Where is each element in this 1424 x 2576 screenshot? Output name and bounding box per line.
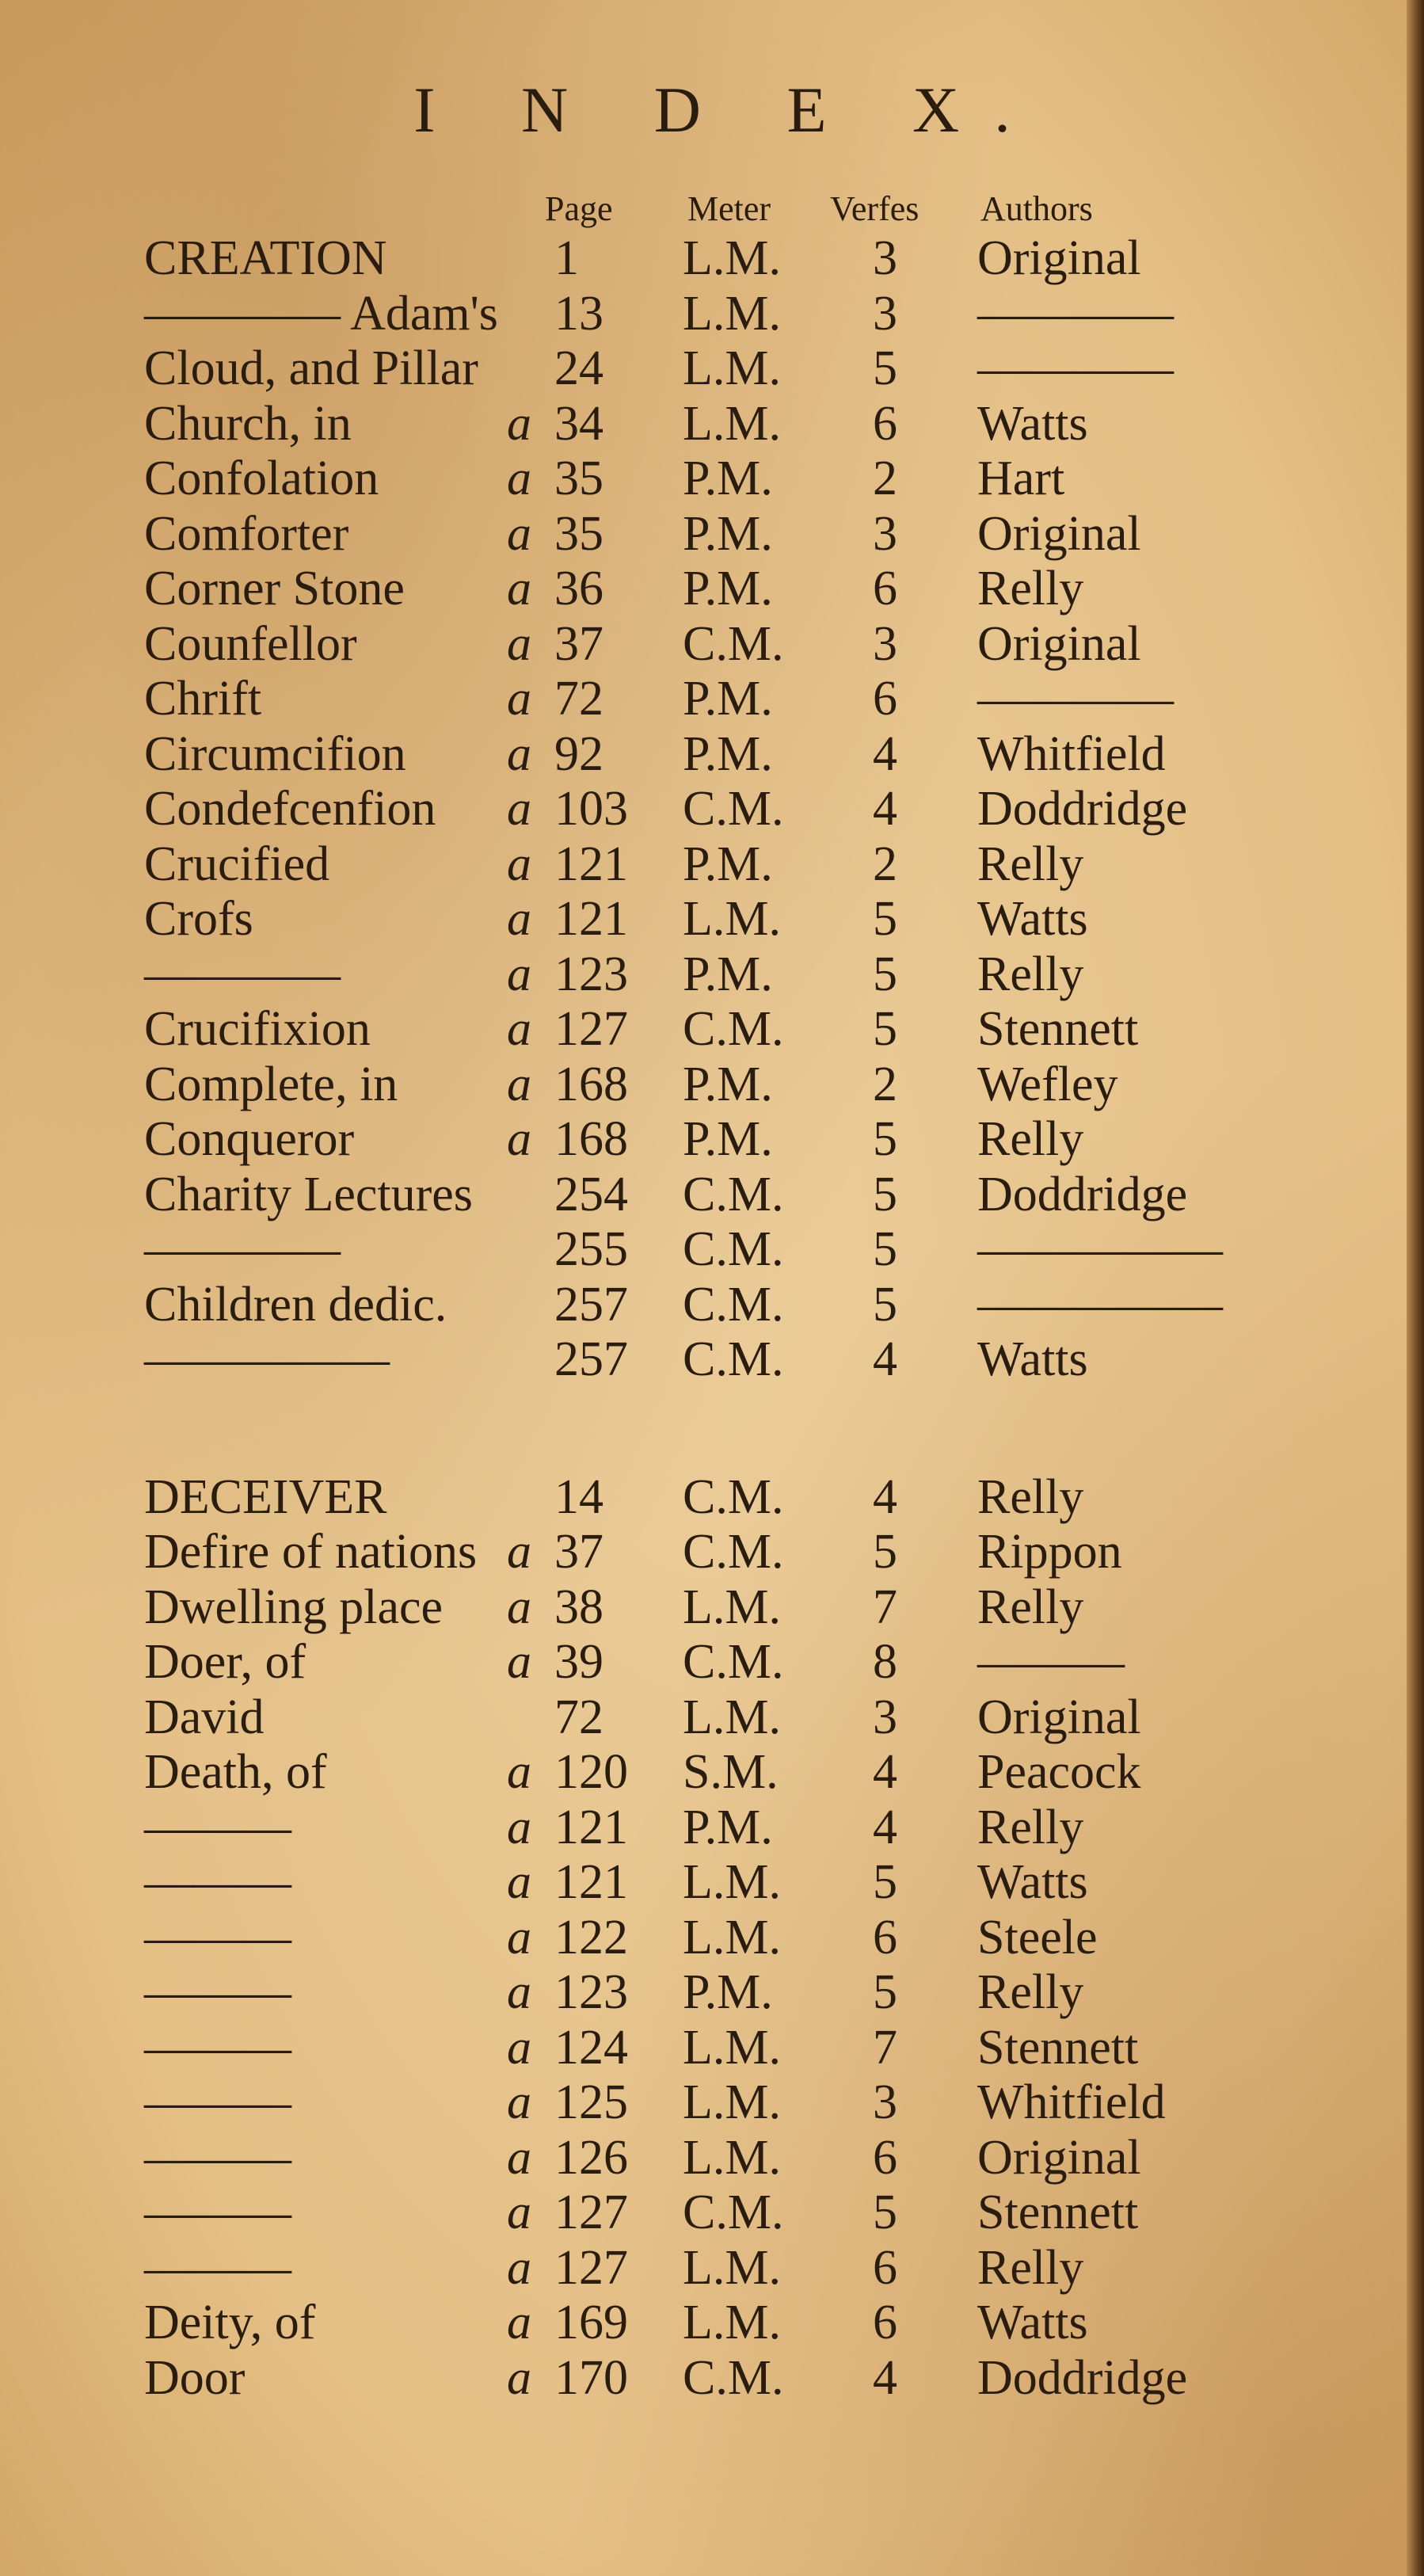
index-a-marker: a bbox=[507, 2075, 531, 2129]
index-verses: 3 bbox=[873, 1690, 897, 1744]
index-verses: 2 bbox=[873, 1057, 897, 1111]
index-meter: C.M. bbox=[683, 1332, 784, 1386]
index-subject: ——— bbox=[144, 1965, 291, 2019]
index-page: 37 bbox=[554, 1525, 603, 1579]
index-page: 13 bbox=[554, 286, 603, 341]
index-row bbox=[0, 2131, 1424, 2186]
index-meter: L.M. bbox=[683, 1855, 781, 1909]
index-subject: ——— bbox=[144, 2075, 291, 2129]
index-a-marker: a bbox=[507, 1910, 531, 1964]
index-author: Stennett bbox=[977, 2020, 1139, 2075]
index-page: 123 bbox=[554, 1965, 628, 2019]
index-verses: 5 bbox=[873, 947, 897, 1001]
index-verses: 3 bbox=[873, 616, 897, 671]
index-author: Relly bbox=[977, 1469, 1084, 1524]
index-author: Original bbox=[977, 506, 1141, 561]
index-verses: 6 bbox=[873, 396, 897, 451]
index-page: 257 bbox=[554, 1277, 628, 1332]
index-page: 122 bbox=[554, 1910, 628, 1964]
index-row bbox=[0, 617, 1424, 673]
index-page: 123 bbox=[554, 947, 628, 1001]
index-page: 35 bbox=[554, 452, 603, 505]
index-row bbox=[0, 452, 1424, 507]
index-author: ——— bbox=[977, 1635, 1125, 1689]
index-subject: Door bbox=[144, 2350, 246, 2405]
index-subject: ——— bbox=[144, 1855, 291, 1909]
index-meter: C.M. bbox=[683, 616, 784, 671]
index-subject: Dwelling place bbox=[144, 1580, 444, 1634]
index-row bbox=[0, 782, 1424, 837]
index-page: 168 bbox=[554, 1057, 628, 1111]
index-page: 127 bbox=[554, 1002, 628, 1056]
index-verses: 4 bbox=[873, 782, 897, 836]
index-author: Relly bbox=[977, 562, 1084, 615]
index-a-marker: a bbox=[507, 562, 531, 615]
index-subject: ——— bbox=[144, 1800, 291, 1854]
index-subject: Children dedic. bbox=[144, 1277, 447, 1332]
index-subject: Doer, of bbox=[144, 1635, 307, 1689]
index-meter: L.M. bbox=[683, 2020, 781, 2075]
index-verses: 4 bbox=[873, 1332, 897, 1386]
index-a-marker: a bbox=[507, 1635, 531, 1689]
index-subject: Death, of bbox=[144, 1745, 327, 1799]
index-page: 124 bbox=[554, 2020, 628, 2075]
index-verses: 5 bbox=[873, 341, 897, 395]
index-meter: P.M. bbox=[683, 947, 773, 1001]
index-subject: ——— bbox=[144, 2020, 291, 2075]
index-verses: 5 bbox=[873, 892, 897, 946]
index-page: 92 bbox=[554, 726, 603, 781]
index-author: Stennett bbox=[977, 2185, 1139, 2239]
index-meter: L.M. bbox=[683, 231, 781, 285]
index-meter: P.M. bbox=[683, 1057, 773, 1111]
index-verses: 6 bbox=[873, 2296, 897, 2349]
index-page: 38 bbox=[554, 1580, 603, 1634]
index-verses: 6 bbox=[873, 2240, 897, 2295]
index-author: Relly bbox=[977, 1800, 1084, 1854]
header-verses: Verfes bbox=[830, 189, 920, 228]
index-a-marker: a bbox=[507, 2350, 531, 2405]
index-a-marker: a bbox=[507, 1745, 531, 1799]
index-a-marker: a bbox=[507, 726, 531, 781]
index-row bbox=[0, 2021, 1424, 2076]
index-subject: ——— bbox=[144, 1910, 291, 1964]
index-author: Whitfield bbox=[977, 2075, 1166, 2129]
index-subject: Conqueror bbox=[144, 1112, 355, 1166]
index-subject: DECEIVER bbox=[144, 1469, 387, 1524]
index-a-marker: a bbox=[507, 1965, 531, 2019]
index-a-marker: a bbox=[507, 672, 531, 726]
index-a-marker: a bbox=[507, 2130, 531, 2185]
index-author: Watts bbox=[977, 1855, 1088, 1909]
index-page: 103 bbox=[554, 782, 628, 836]
index-meter: L.M. bbox=[683, 1690, 781, 1744]
index-row bbox=[0, 837, 1424, 893]
header-authors: Authors bbox=[980, 189, 1093, 228]
index-row bbox=[0, 672, 1424, 727]
index-meter: L.M. bbox=[683, 2296, 781, 2349]
page-title: I N D E X. bbox=[413, 74, 1045, 146]
index-page: 169 bbox=[554, 2296, 628, 2349]
index-verses: 8 bbox=[873, 1635, 897, 1689]
index-page: 72 bbox=[554, 672, 603, 726]
index-table bbox=[0, 231, 1424, 2406]
index-page: 127 bbox=[554, 2240, 628, 2295]
index-author: Stennett bbox=[977, 1002, 1139, 1056]
index-meter: S.M. bbox=[683, 1745, 779, 1799]
index-meter: P.M. bbox=[683, 726, 773, 781]
index-page: 127 bbox=[554, 2185, 628, 2239]
index-subject: Church, in bbox=[144, 396, 352, 451]
index-row bbox=[0, 1635, 1424, 1690]
index-author: Doddridge bbox=[977, 782, 1188, 836]
index-page: 37 bbox=[554, 616, 603, 671]
index-meter: C.M. bbox=[683, 1002, 784, 1056]
index-page: 39 bbox=[554, 1635, 603, 1689]
index-verses: 5 bbox=[873, 1965, 897, 2019]
index-a-marker: a bbox=[507, 1580, 531, 1634]
index-verses: 4 bbox=[873, 2350, 897, 2405]
index-author: Original bbox=[977, 231, 1141, 285]
index-page: 125 bbox=[554, 2075, 628, 2129]
index-verses: 5 bbox=[873, 1855, 897, 1909]
index-meter: L.M. bbox=[683, 396, 781, 451]
index-verses: 5 bbox=[873, 1277, 897, 1332]
index-meter: C.M. bbox=[683, 1525, 784, 1579]
index-author: Watts bbox=[977, 2296, 1088, 2349]
index-author: Wefley bbox=[977, 1057, 1118, 1111]
index-meter: P.M. bbox=[683, 1965, 773, 2019]
index-verses: 3 bbox=[873, 286, 897, 341]
index-author: Relly bbox=[977, 1580, 1084, 1634]
index-author: Relly bbox=[977, 1112, 1084, 1166]
index-author: Relly bbox=[977, 2240, 1084, 2295]
index-row bbox=[0, 1745, 1424, 1801]
index-meter: L.M. bbox=[683, 2130, 781, 2185]
index-a-marker: a bbox=[507, 2240, 531, 2295]
index-subject: ——— bbox=[144, 2130, 291, 2185]
index-verses: 2 bbox=[873, 452, 897, 505]
index-row bbox=[0, 1690, 1424, 1746]
index-subject: CREATION bbox=[144, 231, 387, 285]
index-subject: Circumcifion bbox=[144, 726, 406, 781]
header-page: Page bbox=[545, 189, 613, 228]
index-verses: 3 bbox=[873, 231, 897, 285]
index-author: Doddridge bbox=[977, 1167, 1188, 1221]
index-verses: 7 bbox=[873, 2020, 897, 2075]
index-row bbox=[0, 562, 1424, 617]
index-row bbox=[0, 727, 1424, 783]
index-verses: 5 bbox=[873, 1222, 897, 1276]
index-subject: Complete, in bbox=[144, 1057, 398, 1111]
index-meter: C.M. bbox=[683, 2185, 784, 2239]
index-row bbox=[0, 1525, 1424, 1580]
index-subject: ———— Adam's bbox=[144, 286, 498, 341]
index-meter: C.M. bbox=[683, 1277, 784, 1332]
index-verses: 6 bbox=[873, 2130, 897, 2185]
index-subject: Cloud, and Pillar bbox=[144, 341, 478, 395]
index-row bbox=[0, 2075, 1424, 2131]
index-subject: Crofs bbox=[144, 892, 253, 946]
index-meter: C.M. bbox=[683, 2350, 784, 2405]
index-meter: P.M. bbox=[683, 672, 773, 726]
index-author: Original bbox=[977, 616, 1141, 671]
index-author: Whitfield bbox=[977, 726, 1166, 781]
index-verses: 3 bbox=[873, 2075, 897, 2129]
index-a-marker: a bbox=[507, 396, 531, 451]
index-row bbox=[0, 1911, 1424, 1966]
index-page: 170 bbox=[554, 2350, 628, 2405]
index-page: 72 bbox=[554, 1690, 603, 1744]
index-author: Relly bbox=[977, 947, 1084, 1001]
index-author: Watts bbox=[977, 396, 1088, 451]
index-author: Hart bbox=[977, 452, 1065, 505]
index-row bbox=[0, 2351, 1424, 2406]
index-author: Relly bbox=[977, 1965, 1084, 2019]
index-meter: L.M. bbox=[683, 1910, 781, 1964]
index-author: ———— bbox=[977, 341, 1174, 395]
index-row bbox=[0, 1168, 1424, 1223]
index-page: 121 bbox=[554, 1800, 628, 1854]
index-row bbox=[0, 1112, 1424, 1168]
index-a-marker: a bbox=[507, 2020, 531, 2075]
index-page: 120 bbox=[554, 1745, 628, 1799]
index-page: 34 bbox=[554, 396, 603, 451]
index-author: ————— bbox=[977, 1277, 1223, 1332]
index-meter: C.M. bbox=[683, 1222, 784, 1276]
index-verses: 4 bbox=[873, 726, 897, 781]
index-author: Peacock bbox=[977, 1745, 1141, 1799]
index-subject: Comforter bbox=[144, 506, 349, 561]
index-author: Watts bbox=[977, 892, 1088, 946]
index-verses: 5 bbox=[873, 1002, 897, 1056]
index-row bbox=[0, 1965, 1424, 2021]
index-meter: C.M. bbox=[683, 1635, 784, 1689]
index-author: Original bbox=[977, 2130, 1141, 2185]
index-author: Rippon bbox=[977, 1525, 1122, 1579]
index-meter: L.M. bbox=[683, 286, 781, 341]
index-subject: Corner Stone bbox=[144, 562, 405, 615]
index-meter: P.M. bbox=[683, 1112, 773, 1166]
index-author: ———— bbox=[977, 286, 1174, 341]
index-subject: Charity Lectures bbox=[144, 1167, 473, 1221]
index-verses: 2 bbox=[873, 836, 897, 891]
index-row bbox=[0, 231, 1424, 287]
index-row bbox=[0, 892, 1424, 947]
index-subject: ———— bbox=[144, 1222, 341, 1276]
index-row bbox=[0, 947, 1424, 1003]
index-page: 121 bbox=[554, 1855, 628, 1909]
index-meter: L.M. bbox=[683, 2240, 781, 2295]
index-row bbox=[0, 1278, 1424, 1333]
index-a-marker: a bbox=[507, 1855, 531, 1909]
index-page: 255 bbox=[554, 1222, 628, 1276]
index-subject: Deity, of bbox=[144, 2296, 316, 2349]
index-row bbox=[0, 1332, 1424, 1388]
index-row bbox=[0, 2296, 1424, 2351]
index-a-marker: a bbox=[507, 1525, 531, 1579]
index-subject: Counfellor bbox=[144, 616, 357, 671]
index-author: ————— bbox=[977, 1222, 1223, 1276]
index-subject: Chrift bbox=[144, 672, 262, 726]
index-verses: 5 bbox=[873, 1167, 897, 1221]
index-page: 35 bbox=[554, 506, 603, 561]
index-a-marker: a bbox=[507, 892, 531, 946]
index-row bbox=[0, 2241, 1424, 2296]
index-verses: 4 bbox=[873, 1745, 897, 1799]
index-subject: ————— bbox=[144, 1332, 390, 1386]
index-page: 24 bbox=[554, 341, 603, 395]
index-verses: 6 bbox=[873, 672, 897, 726]
index-meter: C.M. bbox=[683, 1167, 784, 1221]
header-meter: Meter bbox=[687, 189, 771, 228]
index-meter: L.M. bbox=[683, 1580, 781, 1634]
index-a-marker: a bbox=[507, 1002, 531, 1056]
index-subject: ——— bbox=[144, 2240, 291, 2295]
index-page: 257 bbox=[554, 1332, 628, 1386]
index-subject: Condefcenfion bbox=[144, 782, 436, 836]
index-row bbox=[0, 1580, 1424, 1636]
index-meter: C.M. bbox=[683, 782, 784, 836]
index-meter: P.M. bbox=[683, 836, 773, 891]
index-a-marker: a bbox=[507, 836, 531, 891]
index-author: Steele bbox=[977, 1910, 1098, 1964]
index-a-marker: a bbox=[507, 782, 531, 836]
index-a-marker: a bbox=[507, 506, 531, 561]
index-verses: 4 bbox=[873, 1469, 897, 1524]
index-row bbox=[0, 2185, 1424, 2241]
index-verses: 4 bbox=[873, 1800, 897, 1854]
index-page: 168 bbox=[554, 1112, 628, 1166]
index-subject: David bbox=[144, 1690, 265, 1744]
index-page: 36 bbox=[554, 562, 603, 615]
index-row bbox=[0, 397, 1424, 452]
index-meter: P.M. bbox=[683, 452, 773, 505]
index-row bbox=[0, 1222, 1424, 1278]
index-a-marker: a bbox=[507, 1057, 531, 1111]
index-row bbox=[0, 1002, 1424, 1057]
index-subject: ———— bbox=[144, 947, 341, 1001]
index-meter: L.M. bbox=[683, 2075, 781, 2129]
index-row bbox=[0, 1801, 1424, 1856]
index-verses: 6 bbox=[873, 1910, 897, 1964]
index-subject: Crucifixion bbox=[144, 1002, 371, 1056]
index-row bbox=[0, 1470, 1424, 1526]
index-row bbox=[0, 1855, 1424, 1911]
index-meter: L.M. bbox=[683, 341, 781, 395]
index-a-marker: a bbox=[507, 616, 531, 671]
index-meter: P.M. bbox=[683, 1800, 773, 1854]
index-meter: P.M. bbox=[683, 506, 773, 561]
index-verses: 5 bbox=[873, 1112, 897, 1166]
index-page: 121 bbox=[554, 836, 628, 891]
index-row bbox=[0, 507, 1424, 562]
index-subject: ——— bbox=[144, 2185, 291, 2239]
index-a-marker: a bbox=[507, 1800, 531, 1854]
index-page: 121 bbox=[554, 892, 628, 946]
index-subject: Defire of nations bbox=[144, 1525, 478, 1579]
index-meter: P.M. bbox=[683, 562, 773, 615]
index-verses: 5 bbox=[873, 2185, 897, 2239]
index-row bbox=[0, 1057, 1424, 1113]
index-author: Doddridge bbox=[977, 2350, 1188, 2405]
index-meter: C.M. bbox=[683, 1469, 784, 1524]
index-row bbox=[0, 341, 1424, 397]
index-page: 126 bbox=[554, 2130, 628, 2185]
index-author: Watts bbox=[977, 1332, 1088, 1386]
index-a-marker: a bbox=[507, 2185, 531, 2239]
index-a-marker: a bbox=[507, 947, 531, 1001]
index-meter: L.M. bbox=[683, 892, 781, 946]
index-page: 254 bbox=[554, 1167, 628, 1221]
index-verses: 3 bbox=[873, 506, 897, 561]
index-a-marker: a bbox=[507, 452, 531, 505]
index-verses: 5 bbox=[873, 1525, 897, 1579]
index-author: ———— bbox=[977, 672, 1174, 726]
index-subject: Crucified bbox=[144, 836, 330, 891]
index-author: Original bbox=[977, 1690, 1141, 1744]
index-subject: Confolation bbox=[144, 452, 379, 505]
index-a-marker: a bbox=[507, 2296, 531, 2349]
index-author: Relly bbox=[977, 836, 1084, 891]
index-page: 14 bbox=[554, 1469, 603, 1524]
index-page: 1 bbox=[554, 231, 579, 285]
index-a-marker: a bbox=[507, 1112, 531, 1166]
index-row bbox=[0, 287, 1424, 342]
index-verses: 6 bbox=[873, 562, 897, 615]
index-verses: 7 bbox=[873, 1580, 897, 1634]
